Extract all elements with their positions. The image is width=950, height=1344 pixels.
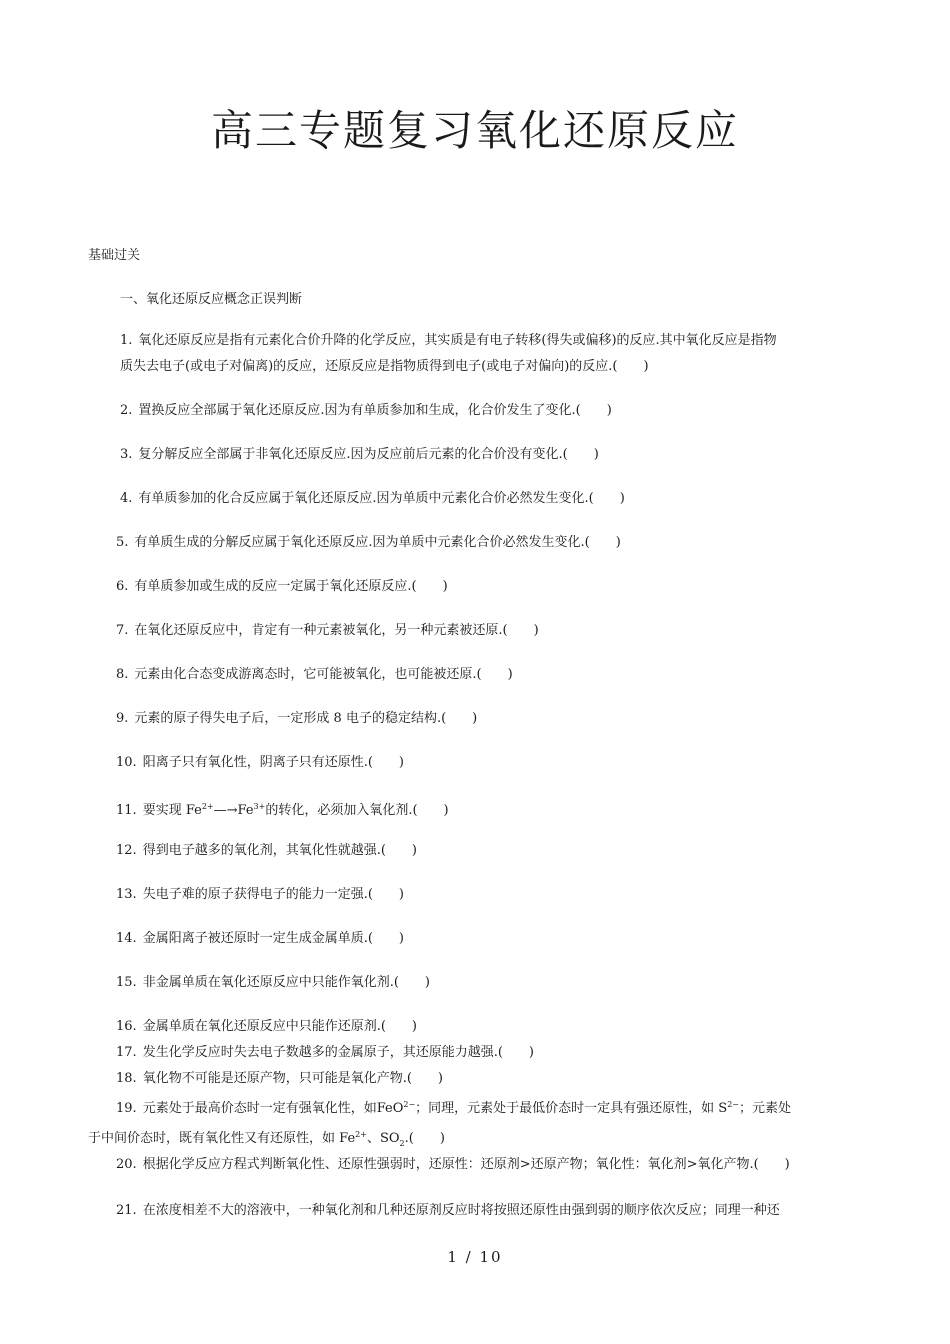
- question-number: 13.: [116, 887, 137, 902]
- question-number: 12.: [116, 843, 137, 858]
- question-2: [120, 398, 612, 424]
- question-16: [116, 1014, 417, 1040]
- question-12: [116, 838, 417, 864]
- question-text: 元素由化合态变成游离态时，它可能被氧化，也可能被还原.( ): [134, 667, 513, 682]
- formula: Fe: [237, 803, 254, 818]
- question-14: [116, 926, 404, 952]
- question-text-continued: 于中间价态时，既有氧化性又有还原性，如 Fe: [88, 1131, 356, 1146]
- subsection-heading: 一、氧化还原反应概念正误判断: [120, 292, 303, 307]
- question-text: 元素处于最高价态时一定有强氧化性，如FeO: [142, 1101, 404, 1116]
- question-text: 根据化学反应方程式判断氧化性、还原性强弱时，还原性：还原剂>还原产物；氧化性：氧化剂>氧化产物.( ): [142, 1157, 790, 1172]
- question-number: 11.: [116, 803, 137, 818]
- question-number: 14.: [116, 931, 137, 946]
- question-number: 7.: [116, 623, 129, 638]
- question-text: 在浓度相差不大的溶液中，一种氧化剂和几种还原剂反应时将按照还原性由强到弱的顺序依次反应；同理一种还: [142, 1203, 780, 1218]
- question-text-tail: 的转化，必须加入氧化剂.( ): [265, 803, 449, 818]
- question-number: 1.: [120, 333, 133, 348]
- question-number: 9.: [116, 711, 129, 726]
- formula-subscript: 2: [399, 1139, 405, 1148]
- question-text: 有单质参加或生成的反应一定属于氧化还原反应.( ): [134, 579, 448, 594]
- question-text: 金属单质在氧化还原反应中只能作还原剂.( ): [142, 1019, 417, 1034]
- question-number: 3.: [120, 447, 133, 462]
- question-number: 21.: [116, 1203, 137, 1218]
- question-7: [116, 618, 539, 644]
- question-5: [116, 530, 621, 556]
- question-text: 元素的原子得失电子后，一定形成 8 电子的稳定结构.( ): [134, 711, 478, 726]
- question-text-continued: 质失去电子(或电子对偏离)的反应，还原反应是指物质得到电子(或电子对偏向)的反应.( ): [120, 359, 649, 374]
- question-text: 置换反应全部属于氧化还原反应.因为有单质参加和生成，化合价发生了变化.( ): [138, 403, 612, 418]
- question-3: [120, 442, 599, 468]
- question-number: 15.: [116, 975, 137, 990]
- question-number: 5.: [116, 535, 129, 550]
- charge-superscript: 2−: [403, 1100, 416, 1109]
- question-13: [116, 882, 404, 908]
- question-text: 发生化学反应时失去电子数越多的金属原子，其还原能力越强.( ): [142, 1045, 534, 1060]
- question-text: 非金属单质在氧化还原反应中只能作氧化剂.( ): [142, 975, 430, 990]
- question-19: [88, 1092, 791, 1157]
- question-15: [116, 970, 430, 996]
- question-text: 得到电子越多的氧化剂，其氧化性就越强.( ): [142, 843, 417, 858]
- charge-superscript: 2+: [201, 802, 214, 811]
- question-10: [116, 750, 404, 776]
- question-4: [120, 486, 625, 512]
- question-number: 20.: [116, 1157, 137, 1172]
- question-6: [116, 574, 448, 600]
- section-heading: 基础过关: [88, 248, 141, 263]
- question-number: 6.: [116, 579, 129, 594]
- question-text: 有单质生成的分解反应属于氧化还原反应.因为单质中元素化合价必然发生变化.( ): [134, 535, 621, 550]
- question-text: 氧化物不可能是还原产物，只可能是氧化产物.( ): [142, 1071, 443, 1086]
- reaction-arrow: —→: [213, 803, 238, 818]
- question-number: 4.: [120, 491, 133, 506]
- question-text: 失电子难的原子获得电子的能力一定强.( ): [142, 887, 404, 902]
- question-20: [116, 1152, 790, 1178]
- question-number: 10.: [116, 755, 137, 770]
- question-number: 16.: [116, 1019, 137, 1034]
- question-number: 19.: [116, 1101, 137, 1116]
- question-18: [116, 1066, 443, 1092]
- question-text: ；同理，元素处于最低价态时一定具有强还原性，如 S: [415, 1101, 728, 1116]
- question-text: 有单质参加的化合反应属于氧化还原反应.因为单质中元素化合价必然发生变化.( ): [138, 491, 625, 506]
- question-11: [116, 794, 449, 824]
- question-text-tail: .( ): [404, 1131, 445, 1146]
- charge-superscript: 2+: [355, 1130, 367, 1139]
- charge-superscript: 3+: [253, 802, 266, 811]
- question-text: 阳离子只有氧化性，阴离子只有还原性.( ): [142, 755, 404, 770]
- question-number: 8.: [116, 667, 129, 682]
- formula: 、SO: [366, 1131, 400, 1146]
- question-number: 18.: [116, 1071, 137, 1086]
- page-title: 高三专题复习氧化还原反应: [210, 106, 739, 155]
- charge-superscript: 2−: [727, 1100, 739, 1109]
- page-number: 1 / 10: [447, 1248, 503, 1266]
- question-1: [120, 328, 777, 380]
- question-text: 金属阳离子被还原时一定生成金属单质.( ): [142, 931, 404, 946]
- question-21: [116, 1198, 780, 1224]
- question-number: 17.: [116, 1045, 137, 1060]
- question-text: 在氧化还原反应中，肯定有一种元素被氧化，另一种元素被还原.( ): [134, 623, 539, 638]
- question-text: 要实现 Fe: [142, 803, 202, 818]
- question-17: [116, 1040, 534, 1066]
- question-text: 复分解反应全部属于非氧化还原反应.因为反应前后元素的化合价没有变化.( ): [138, 447, 599, 462]
- question-8: [116, 662, 513, 688]
- question-9: [116, 706, 477, 732]
- question-text: ；元素处: [739, 1101, 792, 1116]
- question-number: 2.: [120, 403, 133, 418]
- question-text: 氧化还原反应是指有元素化合价升降的化学反应，其实质是有电子转移(得失或偏移)的反应.其中氧化反应是指物: [138, 333, 777, 348]
